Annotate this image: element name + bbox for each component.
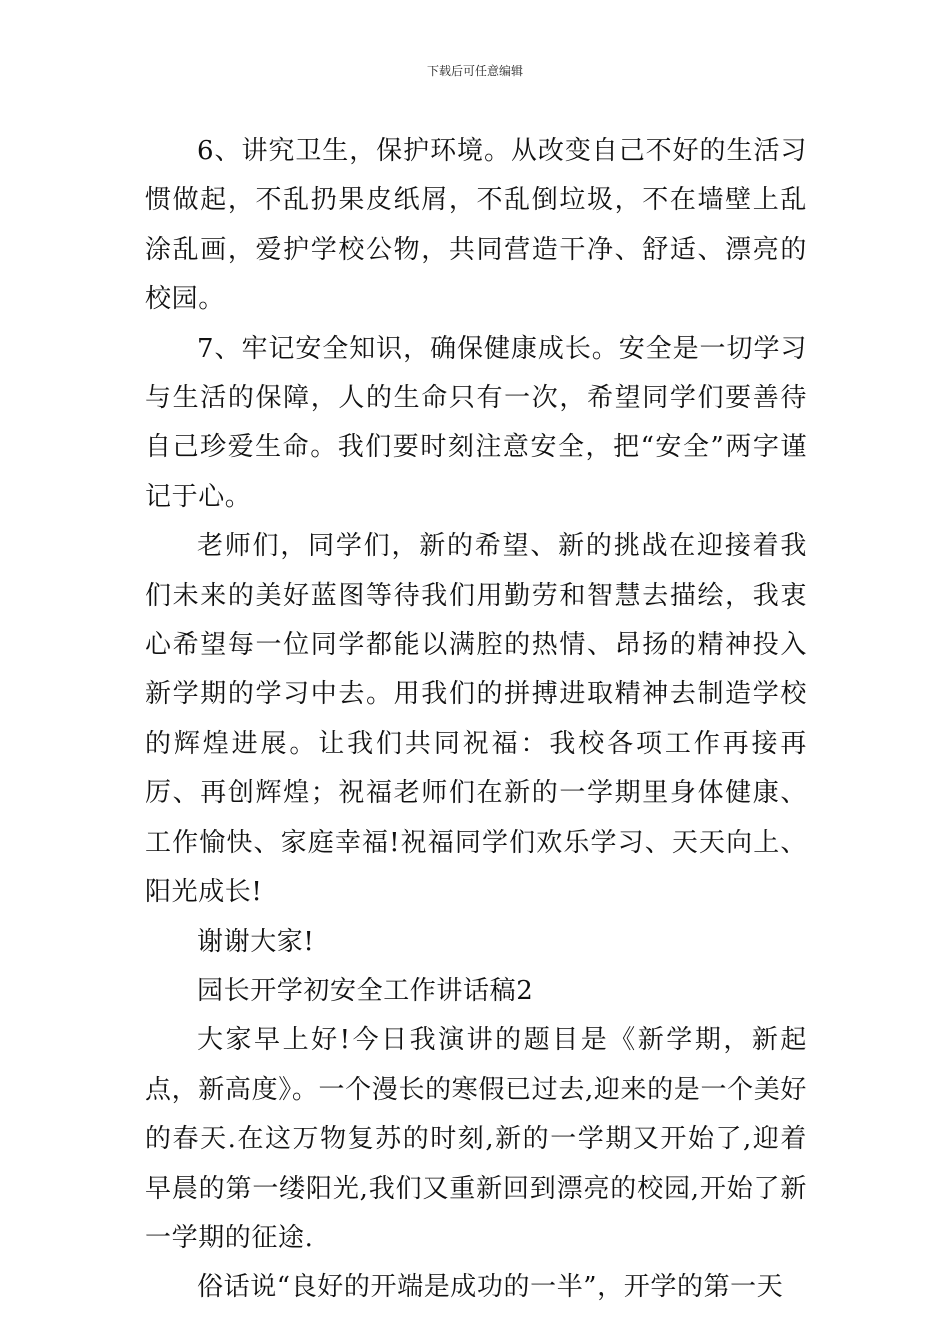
paragraph-proverb: 俗话说“良好的开端是成功的一半”，开学的第一天 <box>197 1272 784 1303</box>
paragraph-wishes: 老师们，同学们，新的希望、新的挑战在迎接着我们未来的美好蓝图等待我们用勤劳和智慧去描绘，我衷心希望每一位同学都能以满腔的热情、昂扬的精神投入新学期的学习中去。用我们的拼搏进取精神去制造学校的辉煌进展。让我们共同祝福：我校各项工作再接再厉、再创辉煌；祝福老师们在新的一学期里身体健康、工作愉快、家庭幸福!祝福同学们欢乐学习、天天向上、阳光成长! <box>145 531 807 908</box>
page-header: 下载后可任意编辑 <box>426 64 523 78</box>
paragraph-safety: 7、牢记安全知识，确保健康成长。安全是一切学习与生活的保障，人的生命只有一次，希望同学们要善待自己珍爱生命。我们要时刻注意安全，把“安全”两字谨记于心。 <box>145 333 807 512</box>
paragraph-hygiene: 6、讲究卫生，保护环境。从改变自己不好的生活习惯做起，不乱扔果皮纸屑，不乱倒垃圾，不在墙壁上乱涂乱画，爱护学校公物，共同营造干净、舒适、漂亮的校园。 <box>145 136 807 315</box>
paragraph-thanks: 谢谢大家! <box>197 926 315 957</box>
document-body <box>145 127 807 1313</box>
section-title: 园长开学初安全工作讲话稿2 <box>197 975 534 1006</box>
paragraph-greeting: 大家早上好!今日我演讲的题目是《新学期，新起点，新高度》。一个漫长的寒假已过去,迎来的是一个美好的春天.在这万物复苏的时刻,新的一学期又开始了,迎着早晨的第一缕阳光,我们又重新回到漂亮的校园,开始了新一学期的征途. <box>145 1025 807 1253</box>
